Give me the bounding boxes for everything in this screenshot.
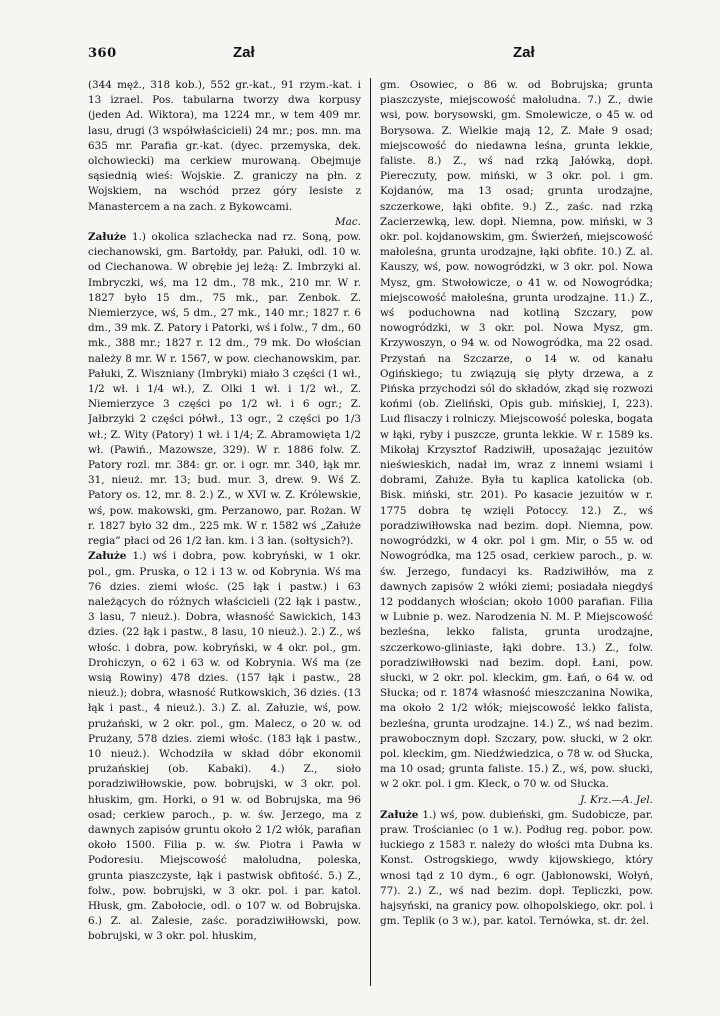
entry-zaluze-dubienski: Załuże 1.) wś, pow. dubieński, gm. Sudobicze, par. praw. Trościaniec (o 1 w.). Podług reg. pobor. pow. łuckiego z 1583 r. należy do włości mta Dubna ks. Konst. Ostrogskiego, wwdy kijowskiego, który wnosi tąd z 10 dym., 6 ogr. (Jabłonowski, Wołyń, 77). 2.) Z., wś nad bezim. dopł. Tepliczki, pow. hajsyński, na granicy pow. olhopolskiego, okr. pol. i gm. Teplik (o 3 w.), par. katol. Ternówka, st. dr. żel. [380, 808, 653, 928]
running-head-left: Zał [233, 44, 255, 61]
author-signature: Mac. [335, 215, 361, 228]
headword: Załuże [88, 231, 127, 244]
text-columns [88, 78, 654, 988]
column-divider [370, 78, 371, 986]
left-column [88, 78, 361, 988]
entry-zaluze-kobrynski: Załuże 1.) wś i dobra, pow. kobryński, w 1 okr. pol., gm. Pruska, o 12 i 13 w. od Kobrynia. Wś ma 76 dzies. ziemi włośc. (25 łąk i pastw.) i 63 należących do różnych właścicieli (22 łąk i pastw., 3 lasu, 7 nieuż.). Dobra, własność Sawickich, 143 dzies. (22 łąk i pastw., 8 lasu, 10 nieuż.). 2.) Z., wś włośc. i dobra, pow. kobryński, w 4 okr. pol., gm. Drohiczyn, o 62 i 63 w. od Kobrynia. Wś ma (ze wsią Rowiny) 478 dzies. (157 łąk i pastw., 28 nieuż.); dobra, własność Rutkowskich, 36 dzies. (13 łąk i past., 4 nieuż.). 3.) Z. al. Załuzie, wś, pow. prużański, w 2 okr. pol., gm. Malecz, o 20 w. od Prużany, 578 dzies. ziemi włośc. (183 łąk i pastw., 10 nieuż.). Wchodziła w skład dóbr ekonomii prużańskiej (ob. Kabaki). 4.) Z., sioło poradziwiłłowskie, pow. bobrujski, w 3 okr. pol. hłuskim, gm. Horki, o 91 w. od Bobrujska, ma 96 osad; cerkiew paroch., p. w. św. Jerzego, ma z dawnych zapisów gruntu około 2 1/2 włók, parafian około 1500. Filia p. w. św. Piotra i Pawła w Podoresiu. Miejscowość małoludna, poleska, grunta piaszczyste, łąk i pastwisk obfitość. 5.) Z., folw., pow. bobrujski, w 3 okr. pol. i par. katol. Hłusk, gm. Zabołocie, odl. o 107 w. od Bobrujska. 6.) Z. al. Zalesie, zaśc. poradziwiłłowski, pow. bobrujski, w 3 okr. pol. hłuskim, [88, 550, 361, 943]
right-column [380, 78, 653, 988]
author-signature-right: J. Krz.—A. Jel. [580, 793, 653, 806]
page-number: 360 [88, 46, 117, 61]
headword: Załuże [88, 550, 127, 563]
entry-continuation-right: gm. Osowiec, o 86 w. od Bobrujska; grunta piaszczyste, miejscowość małoludna. 7.) Z., dwie wsi, pow. borysowski, gm. Smolewicze, o 45 w. od Borysowa. Z. Wielkie mają 12, Z. Małe 9 osad; miejscowość do niedawna leśna, grunta lekkie, faliste. 8.) Z., wś nad rzką Jałówką, dopł. Piereczuty, pow. miński, w 3 okr. pol. i gm. Kojdanów, ma 13 osad; grunta urodzajne, szczerkowe, łąki obfite. 9.) Z., zaśc. nad rzką Zacierzewką, lew. dopł. Niemna, pow. miński, w 3 okr. pol. kojdanowskim, gm. Świerżeń, miejscowość małoleśna, grunta urodzajne, łąki obfite. 10.) Z. al. Kauszy, wś, pow. nowogródzki, w 3 okr. pol. Nowa Mysz, gm. Stwołowicze, o 41 w. od Nowogródka; miejscowość małoleśna, grunta urodzajne. 11.) Z., wś poduchowna nad kotliną Szczary, pow nowogródzki, w 3 okr. pol. Nowa Mysz, gm. Krzywoszyn, o 94 w. od Nowogródka, ma 22 osad. Przystań na Szczarze, o 14 w. od kanału Ogińskiego; tu związują się płyty drzewa, a z Pińska przychodzi sól do składów, zkąd się rozwozi końmi (ob. Zieliński, Opis gub. mińskiej, I, 223). Lud flisaczy i rolniczy. Miejscowość poleska, bogata w łąki, ryby i puszcze, grunta lekkie. W r. 1589 ks. Mikołaj Krzysztof Radziwiłł, uposażając jezuitów nieświeskich, nadał im, wraz z innemi wsiami i dobrami, Załuże. Była tu kaplica katolicka (ob. Bisk. miński, str. 201). Po kasacie jezuitów w r. 1775 dobra tę wzięli Potoccy. 12.) Z., wś poradziwiłłowska nad bezim. dopł. Niemna, pow. nowogródzki, w 4 okr. pol i gm. Mir, o 55 w. od Nowogródka, ma 125 osad, cerkiew paroch., p. w. św. Jerzego, fundacyi ks. Radziwiłłów, ma z dawnych zapisów 2 włóki ziemi; posiadała niegdyś 12 poddanych włościan; około 1000 parafian. Filia w Lubnie p. wez. Narodzenia N. M. P. Miejscowość bezleśna, lekko falista, grunta urodzajne, szczerkowo-gliniaste, łąki dobre. 13.) Z., folw. poradziwiłłowski nad bezim. dopł. Łani, pow. słucki, w 2 okr. pol. kleckim, gm. Łań, o 64 w. od Słucka; od r. 1874 własność mieszczanina Nowika, ma około 2 1/2 włók; miejscowość lekko falista, bezleśna, grunta urodzajne. 14.) Z., wś nad bezim. prawobocznym dopł. Szczary, pow. słucki, w 2 okr. pol. kleckim, gm. Niedźwiedzica, o 78 w. od Słucka, ma 10 osad; grunta faliste. 15.) Z., wś, pow. słucki, w 2 okr. pol. i gm. Kleck, o 70 w. od Słucka. [380, 79, 653, 791]
running-head-right: Zał [513, 44, 535, 61]
entry-zaluze-ciechanowski: Załuże 1.) okolica szlachecka nad rz. Soną, pow. ciechanowski, gm. Bartołdy, par. Pałuki, odl. 10 w. od Ciechanowa. W obrębie jej leżą: Z. Imbrzyki al. Imbryczki, wś, ma 12 dm., 78 mk., 210 mr. W r. 1827 było 15 dm., 75 mk., par. Zenbok. Z. Niemierzyce, wś, 5 dm., 27 mk., 140 mr.; 1827 r. 6 dm., 39 mk. Z. Patory i Patorki, wś i folw., 7 dm., 60 mk., 388 mr.; 1827 r. 12 dm., 79 mk. Do włościan należy 8 mr. W r. 1567, w pow. ciechanowskim, par. Pałuki, Z. Wiszniany (Imbryki) miało 3 części (1 wł., 1/2 wł. i 1/4 wł.), Z. Olki 1 wł. i 1/2 wł., Z. Niemierzyce 3 części po 1/2 wł. i 6 ogr.; Z. Jałbrzyki 2 części półwł., 13 ogr., 2 części po 1/3 wł.; Z. Wity (Patory) 1 wł. i 1/4; Z. Abramowięta 1/2 wł. (Pawiń., Mazowsze, 329). W r. 1886 folw. Z. Patory rozl. mr. 384: gr. or. i ogr. mr. 340, łąk mr. 31, nieuż. mr. 13; bud. mur. 3, drew. 9. Wś Z. Patory os. 12, mr. 8. 2.) Z., w XVI w. Z. Królewskie, wś, pow. makowski, gm. Perzanowo, par. Rożan. W r. 1827 było 32 dm., 225 mk. W r. 1582 wś „Załuże regia” płaci od 26 1/2 łan. km. i 3 łan. (sołtysich?). [88, 231, 361, 548]
headword: Załuże [380, 808, 419, 821]
page-header [88, 44, 654, 66]
entry-continuation: (344 męż., 318 kob.), 552 gr.-kat., 91 rzym.-kat. i 13 izrael. Pos. tabularna tworzy dwa korpusy (jeden Ad. Wiktora), ma 1224 mr., w tem 409 mr. lasu, drugi (3 współwłaścicieli) 24 mr.; pos. mn. ma 635 mr. Parafia gr.-kat. (dyec. przemyska, dek. olchowiecki) ma cerkiew murowaną. Obejmuje sąsiednią wieś: Wojskie. Z. graniczy na płn. z Wojskiem, na wschód przez góry lesiste z Manastercem a na zach. z Bykowcami. [88, 79, 361, 213]
